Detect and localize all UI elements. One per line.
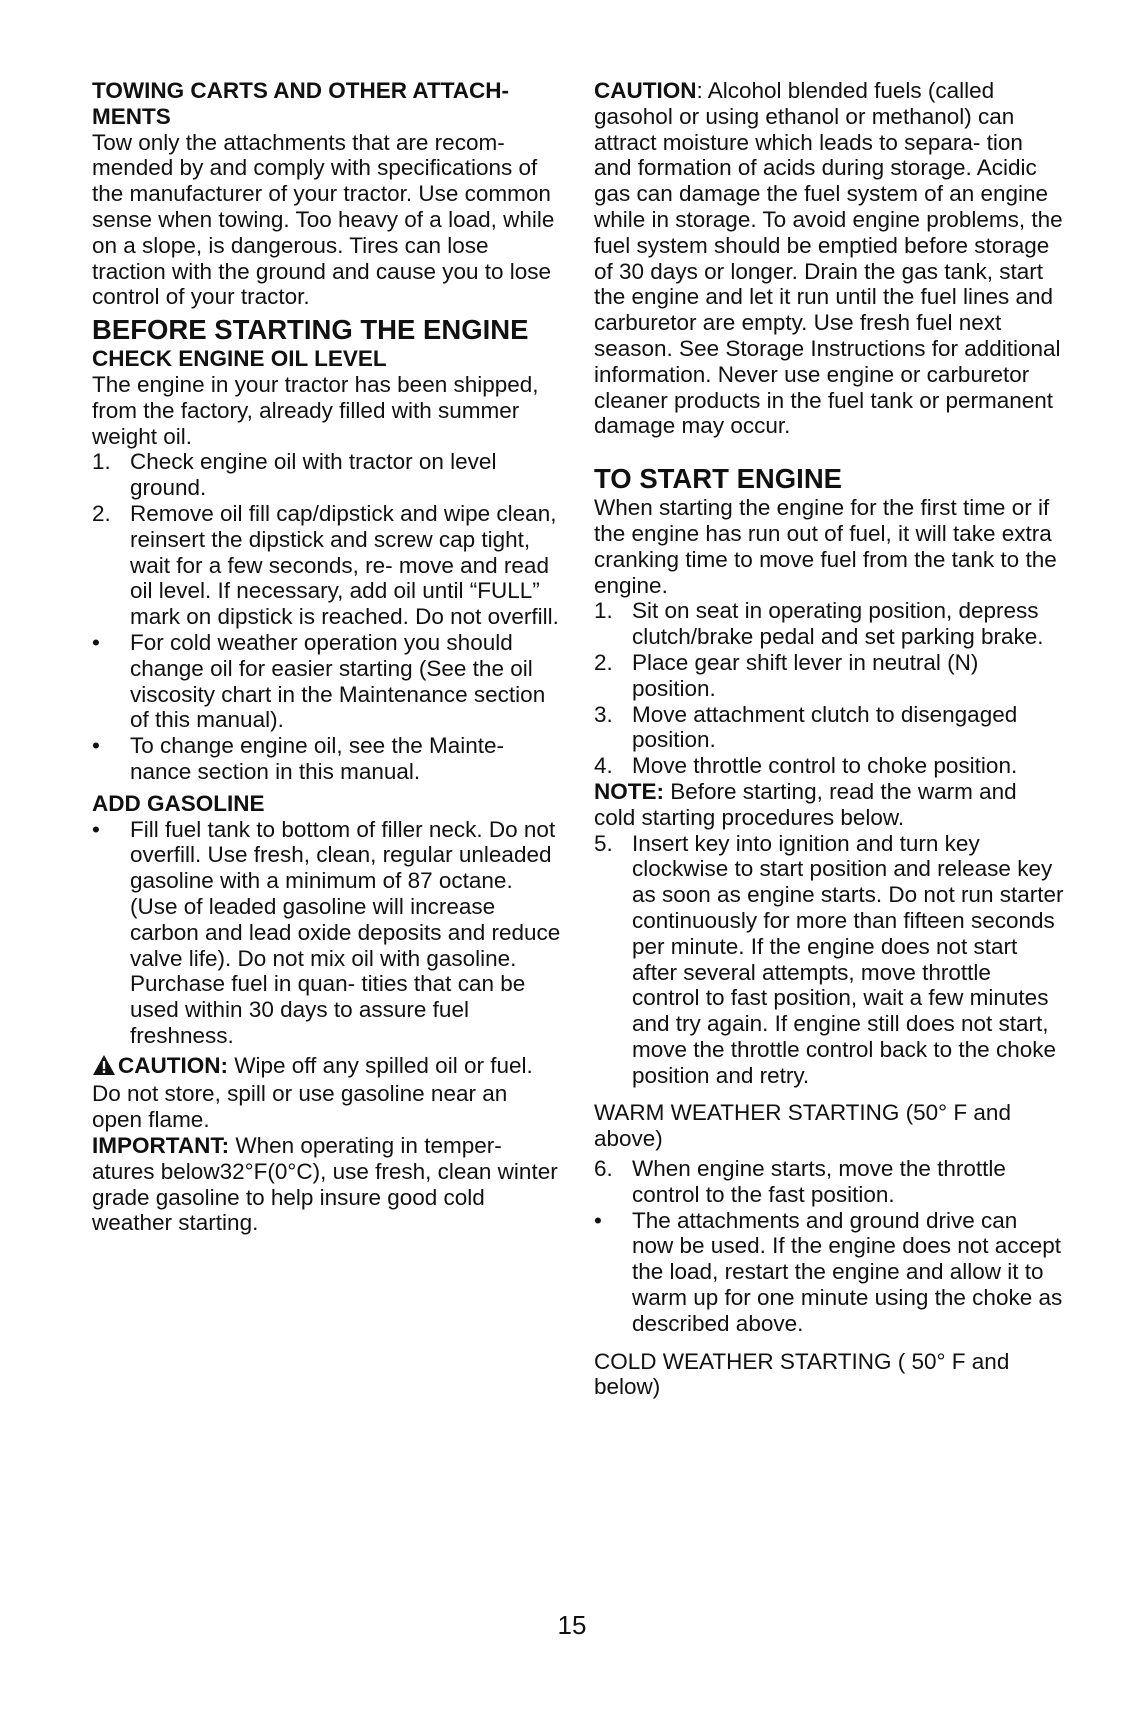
- caution-paragraph: [92, 1053, 562, 1133]
- gas-bullet-item: [92, 817, 562, 1049]
- note-paragraph: [594, 779, 1064, 831]
- list-marker: 6.: [594, 1156, 613, 1182]
- left-column: [92, 78, 562, 1236]
- start-step-item: [594, 650, 1064, 702]
- list-marker: •: [92, 629, 100, 655]
- list-item-text: Fill fuel tank to bottom of filler neck. Do not overfill. Use fresh, clean, regular unleaded gasoline with a minimum of 87 octane. (Use of leaded gasoline will increase carbon and lead oxide deposits and reduce valve life). Do not mix oil with gasoline. Purchase fuel in quan- tities that can be used within 30 days to assure fuel freshness.: [130, 816, 561, 1048]
- towing-heading: [92, 78, 562, 130]
- start-step-item: [594, 702, 1064, 754]
- list-item-text: The attachments and ground drive can now be used. If the engine does not accept the load, restart the engine and allow it to warm up for one minute using the choke as described above.: [632, 1207, 1063, 1336]
- warm-step-item: [594, 1156, 1064, 1208]
- list-item-text: Insert key into ignition and turn key clockwise to start position and release key as soon as engine starts. Do not run starter continuously for more than fifteen seconds per minute. If the engine does not start after several attempts, move throttle control to fast position, wait a few minutes and try again. If engine still does not start, move the throttle control back to the choke position and retry.: [632, 830, 1064, 1088]
- page-number: 15: [557, 1610, 587, 1640]
- right-column: [594, 78, 1064, 1400]
- important-label: IMPORTANT:: [92, 1133, 230, 1159]
- list-marker: 5.: [594, 830, 613, 856]
- check-oil-heading: CHECK ENGINE OIL LEVEL: [92, 346, 387, 372]
- oil-bullets-list: [92, 630, 562, 785]
- oil-bullet-item: [92, 733, 562, 785]
- list-item-text: Sit on seat in operating position, depress clutch/brake pedal and set parking brake.: [632, 598, 1044, 650]
- to-start-engine-heading: TO START ENGINE: [594, 463, 843, 495]
- start-steps-list: [594, 598, 1064, 779]
- caution-text: Wipe off any spilled oil or fuel. Do not store, spill or use gasoline near an open flame.: [92, 1052, 533, 1133]
- list-item-text: When engine starts, move the throttle control to the fast position.: [632, 1156, 1006, 1207]
- towing-heading-line2: MENTS: [92, 103, 171, 129]
- towing-heading-line1: TOWING CARTS AND OTHER ATTACH-: [92, 78, 510, 103]
- cold-weather-heading: COLD WEATHER STARTING ( 50° F and below): [594, 1348, 1010, 1400]
- list-marker: •: [92, 733, 100, 759]
- oil-intro-paragraph: The engine in your tractor has been shipped, from the factory, already filled with summer weight oil.: [92, 371, 539, 449]
- oil-steps-list: [92, 449, 562, 630]
- note-label: NOTE:: [594, 778, 664, 804]
- alcohol-caution-paragraph: [594, 78, 1064, 439]
- gas-bullets-list: [92, 817, 562, 1049]
- warm-weather-heading: WARM WEATHER STARTING (50° F and above): [594, 1100, 1011, 1152]
- before-starting-heading: BEFORE STARTING THE ENGINE: [92, 314, 529, 346]
- add-gasoline-heading: ADD GASOLINE: [92, 790, 265, 816]
- alcohol-caution-text: : Alcohol blended fuels (called gasohol or using ethanol or methanol) can attract moisture which leads to separa- tion and formation of acids during storage. Acidic gas can damage the fuel system of an engine while in storage. To avoid engine problems, the fuel system should be emptied before storage of 30 days or longer. Drain the gas tank, start the engine and let it run until the fuel lines and carburetor are empty. Use fresh fuel next season. See Storage Instructions for additional information. Never use engine or carburetor cleaner products in the fuel tank or permanent damage may occur.: [594, 78, 1063, 439]
- list-item-text: Move throttle control to choke position.: [632, 753, 1018, 779]
- list-item-text: Remove oil fill cap/dipstick and wipe clean, reinsert the dipstick and screw cap tight, wait for a few seconds, re- move and read oil level. If necessary, add oil until “FULL” mark on dipstick is reached. Do not overfill.: [130, 500, 559, 630]
- list-marker: 4.: [594, 753, 613, 779]
- start-intro-paragraph: When starting the engine for the first time or if the engine has run out of fuel, it will take extra cranking time to move fuel from the tank to the engine.: [594, 495, 1057, 598]
- list-marker: 1.: [594, 598, 613, 624]
- warm-weather-steps-list: [594, 1156, 1064, 1337]
- list-marker: 2.: [92, 500, 111, 526]
- towing-paragraph: Tow only the attachments that are recom- mended by and comply with specifications of the manufacturer of your tractor. Use common sense when towing. Too heavy of a load, while on a slope, is dangerous. Tires can lose traction with the ground and cause you to lose control of your tractor.: [92, 129, 555, 310]
- list-item-text: To change engine oil, see the Mainte- nance section in this manual.: [130, 733, 504, 784]
- list-marker: •: [92, 816, 100, 842]
- warning-triangle-icon: [92, 1054, 116, 1082]
- important-paragraph: [92, 1133, 562, 1236]
- list-item-text: For cold weather operation you should change oil for easier starting (See the oil viscosity chart in the Maintenance section of this manual).: [130, 629, 546, 733]
- warm-step-item: [594, 1208, 1064, 1337]
- list-marker: •: [594, 1207, 602, 1233]
- start-step-item: [594, 753, 1064, 779]
- list-item-text: Check engine oil with tractor on level ground.: [130, 449, 497, 501]
- list-item-text: Move attachment clutch to disengaged position.: [632, 701, 1018, 753]
- caution-label: CAUTION:: [118, 1052, 228, 1078]
- list-marker: 1.: [92, 449, 111, 475]
- list-marker: 3.: [594, 701, 613, 727]
- note-text: Before starting, read the warm and cold starting procedures below.: [594, 778, 1017, 830]
- start-step-item: [594, 598, 1064, 650]
- oil-step-item: [92, 449, 562, 501]
- oil-bullet-item: [92, 630, 562, 733]
- important-text: When operating in temper- atures below32°F(0°C), use fresh, clean winter grade gasoline to help insure good cold weather starting.: [92, 1133, 558, 1236]
- oil-step-item: [92, 501, 562, 630]
- start-step-item: [594, 831, 1064, 1089]
- list-marker: 2.: [594, 649, 613, 675]
- list-item-text: Place gear shift lever in neutral (N) position.: [632, 649, 979, 701]
- alcohol-caution-label: CAUTION: [594, 78, 697, 103]
- start-steps-list-continued: [594, 831, 1064, 1089]
